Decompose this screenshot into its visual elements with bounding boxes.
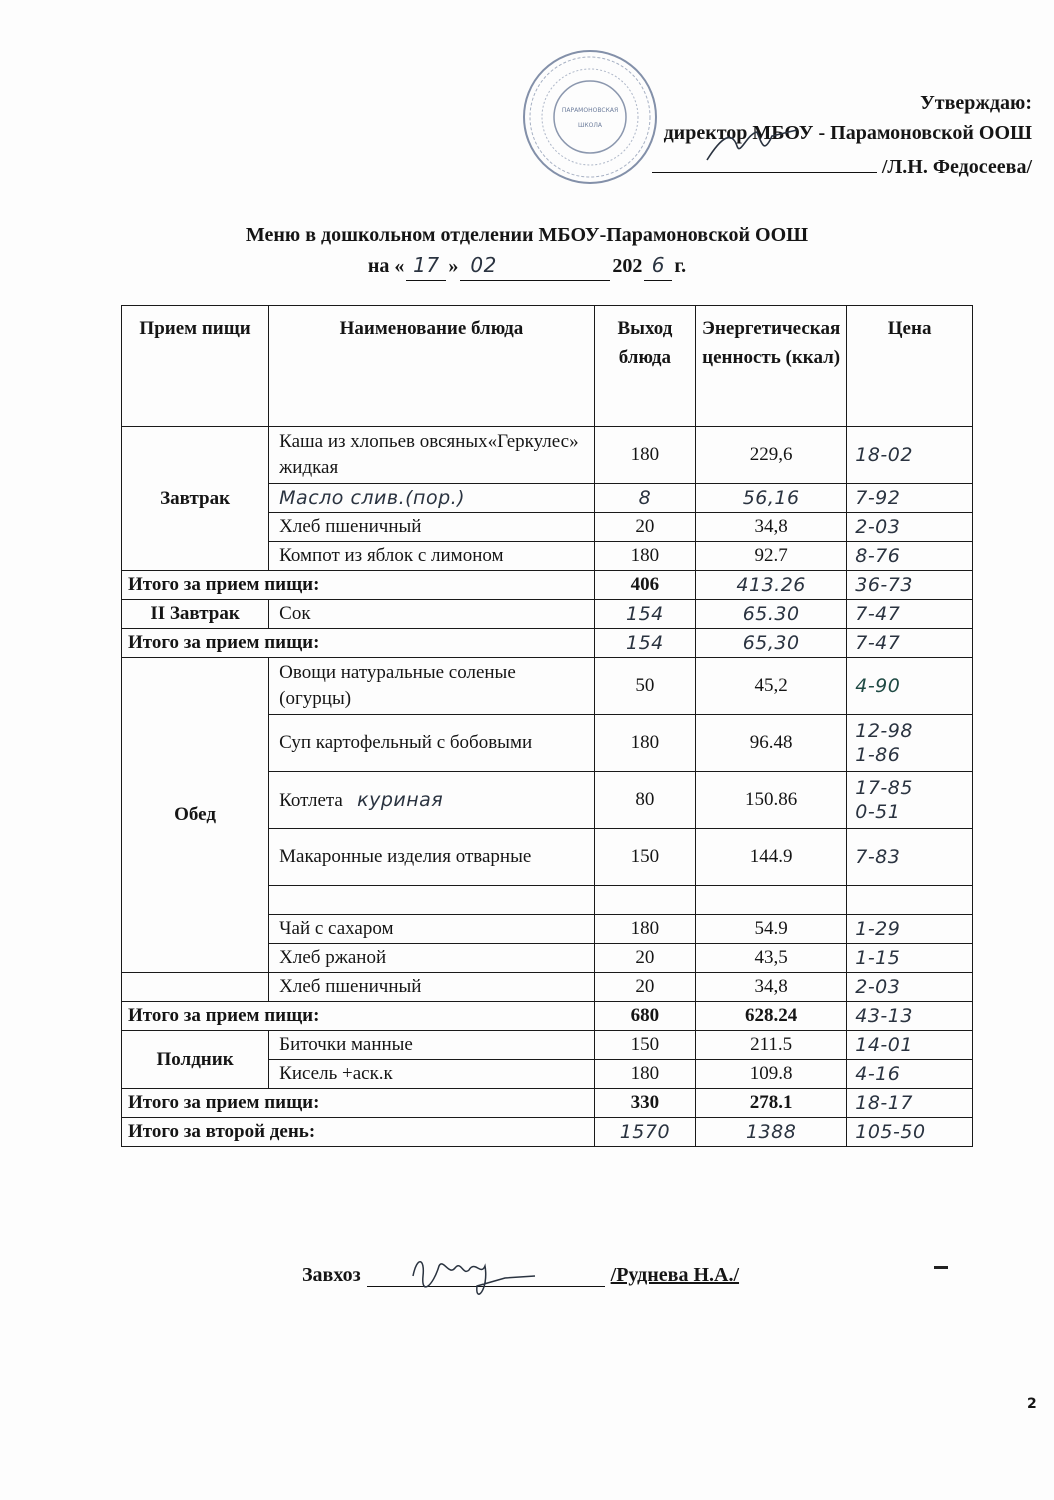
dish-price: 1-15 xyxy=(847,944,973,973)
dish-energy: 92.7 xyxy=(696,542,847,571)
dish-yield xyxy=(594,886,695,915)
dish-energy: 43,5 xyxy=(696,944,847,973)
title-line: Меню в дошкольном отделении МБОУ-Парамоновской ООШ xyxy=(245,224,809,246)
table-row xyxy=(122,658,973,715)
dish-name: Масло слив.(пор.) xyxy=(269,484,595,513)
total-yield: 154 xyxy=(594,629,695,658)
dish-energy: 54.9 xyxy=(696,915,847,944)
meal-second-breakfast: II Завтрак xyxy=(122,600,269,629)
dish-name: Биточки манные xyxy=(269,1031,595,1060)
dish-yield: 180 xyxy=(594,1060,695,1089)
dish-name: Каша из хлопьев овсяных«Геркулес» жидкая xyxy=(269,427,595,484)
dish-price: 7-83 xyxy=(847,829,973,886)
dish-yield: 180 xyxy=(594,427,695,484)
date-year-digit: 6 xyxy=(644,250,672,281)
price-line: 12-98 xyxy=(855,720,913,742)
total-price: 18-17 xyxy=(847,1089,973,1118)
dish-yield: 8 xyxy=(594,484,695,513)
dish-yield: 154 xyxy=(594,600,695,629)
approval-block xyxy=(652,88,1032,182)
table-row xyxy=(122,973,973,1002)
dish-energy: 150.86 xyxy=(696,772,847,829)
total-row xyxy=(122,1089,973,1118)
dish-yield: 80 xyxy=(594,772,695,829)
dish-name: Хлеб пшеничный xyxy=(269,973,595,1002)
dish-energy: 34,8 xyxy=(696,513,847,542)
signature-scribble-icon xyxy=(405,1246,545,1306)
dish-price: 1-29 xyxy=(847,915,973,944)
signoff-role: Завхоз xyxy=(302,1264,361,1286)
dish-price: 4-90 xyxy=(847,658,973,715)
dish-price: 4-16 xyxy=(847,1060,973,1089)
dish-energy: 56,16 xyxy=(696,484,847,513)
approval-heading: Утверждаю: xyxy=(920,92,1032,114)
total-price: 7-47 xyxy=(847,629,973,658)
dish-name: Макаронные изделия отварные xyxy=(269,829,595,886)
table-header-row xyxy=(122,306,973,427)
dish-energy: 96.48 xyxy=(696,715,847,772)
approval-name: /Л.Н. Федосеева/ xyxy=(881,156,1032,178)
dish-name: Чай с сахаром xyxy=(269,915,595,944)
dish-name: Овощи натуральные соленые (огурцы) xyxy=(269,658,595,715)
day-total-yield: 1570 xyxy=(594,1118,695,1147)
dish-name: Компот из яблок с лимоном xyxy=(269,542,595,571)
total-label: Итого за прием пищи: xyxy=(122,571,595,600)
menu-date xyxy=(368,250,686,281)
official-stamp xyxy=(520,42,660,192)
header-yield: Выход блюда xyxy=(594,306,695,427)
dish-energy: 109.8 xyxy=(696,1060,847,1089)
total-energy: 628.24 xyxy=(696,1002,847,1031)
table-row xyxy=(122,600,973,629)
svg-text:ШКОЛА: ШКОЛА xyxy=(577,122,603,129)
dish-energy: 144.9 xyxy=(696,829,847,886)
dish-yield: 150 xyxy=(594,829,695,886)
dish-price: 14-01 xyxy=(847,1031,973,1060)
dish-energy: 211.5 xyxy=(696,1031,847,1060)
date-prefix: на « xyxy=(367,255,405,277)
dish-name-printed: Котлета xyxy=(279,789,343,811)
price-line: 17-85 xyxy=(855,777,913,799)
dish-name: Суп картофельный с бобовыми xyxy=(269,715,595,772)
day-total-row xyxy=(122,1118,973,1147)
total-yield: 406 xyxy=(594,571,695,600)
total-energy: 278.1 xyxy=(696,1089,847,1118)
dish-yield: 50 xyxy=(594,658,695,715)
header-meal: Прием пищи xyxy=(122,306,269,427)
dish-energy: 34,8 xyxy=(696,973,847,1002)
dish-name: Сок xyxy=(269,600,595,629)
page-number: 2 xyxy=(1027,1396,1037,1412)
dish-name: Хлеб ржаной xyxy=(269,944,595,973)
menu-table xyxy=(121,305,973,1147)
total-energy: 65,30 xyxy=(696,629,847,658)
dish-yield: 20 xyxy=(594,944,695,973)
dish-price xyxy=(847,715,973,772)
dish-price: 7-92 xyxy=(847,484,973,513)
director-signature xyxy=(652,148,877,173)
dish-name xyxy=(269,886,595,915)
signature-scribble-icon xyxy=(702,126,802,166)
day-total-price: 105-50 xyxy=(847,1118,973,1147)
dish-price: 7-47 xyxy=(847,600,973,629)
dish-name: Кисель +аск.к xyxy=(269,1060,595,1089)
dish-yield: 180 xyxy=(594,915,695,944)
dish-price: 2-03 xyxy=(847,513,973,542)
dish-name-handwritten: куриная xyxy=(357,788,444,811)
date-suffix: г. xyxy=(674,255,687,277)
header-dish: Наименование блюда xyxy=(269,306,595,427)
date-year-prefix: 202 xyxy=(612,255,643,277)
dish-yield: 180 xyxy=(594,715,695,772)
signoff-name: /Руднева Н.А./ xyxy=(610,1264,740,1286)
approval-position: директор МБОУ - Парамоновской ООШ xyxy=(663,122,1032,144)
day-total-label: Итого за второй день: xyxy=(122,1118,595,1147)
total-energy: 413.26 xyxy=(696,571,847,600)
header-price: Цена xyxy=(847,306,973,427)
total-yield: 330 xyxy=(594,1089,695,1118)
meal-breakfast: Завтрак xyxy=(122,427,269,571)
meal-lunch: Обед xyxy=(122,658,269,973)
dish-energy: 65.30 xyxy=(696,600,847,629)
total-row xyxy=(122,1002,973,1031)
stray-mark xyxy=(934,1266,948,1269)
total-price: 43-13 xyxy=(847,1002,973,1031)
dish-yield: 180 xyxy=(594,542,695,571)
date-day: 17 xyxy=(406,250,446,281)
total-yield: 680 xyxy=(594,1002,695,1031)
price-line-extra: 1-86 xyxy=(855,744,901,766)
dish-price xyxy=(847,886,973,915)
total-row xyxy=(122,571,973,600)
date-month: 02 xyxy=(460,250,610,281)
dish-energy: 229,6 xyxy=(696,427,847,484)
price-line-extra: 0-51 xyxy=(855,801,901,823)
dish-price: 8-76 xyxy=(847,542,973,571)
svg-text:ПАРАМОНОВСКАЯ: ПАРАМОНОВСКАЯ xyxy=(561,107,619,114)
dish-energy: 45,2 xyxy=(696,658,847,715)
table-row xyxy=(122,1031,973,1060)
header-energy: Энергетическая ценность (ккал) xyxy=(696,306,847,427)
dish-price xyxy=(847,772,973,829)
total-label: Итого за прием пищи: xyxy=(122,1002,595,1031)
meal-empty xyxy=(122,973,269,1002)
signoff-block xyxy=(302,1262,739,1287)
total-label: Итого за прием пищи: xyxy=(122,1089,595,1118)
document-title xyxy=(0,220,1054,281)
dish-price: 18-02 xyxy=(847,427,973,484)
dish-energy xyxy=(696,886,847,915)
total-label: Итого за прием пищи: xyxy=(122,629,595,658)
dish-name: Хлеб пшеничный xyxy=(269,513,595,542)
date-mid: » xyxy=(448,255,459,277)
total-row xyxy=(122,629,973,658)
day-total-energy: 1388 xyxy=(696,1118,847,1147)
dish-yield: 150 xyxy=(594,1031,695,1060)
total-price: 36-73 xyxy=(847,571,973,600)
dish-name xyxy=(269,772,595,829)
table-row xyxy=(122,427,973,484)
storekeeper-signature xyxy=(367,1262,605,1287)
dish-yield: 20 xyxy=(594,513,695,542)
meal-snack: Полдник xyxy=(122,1031,269,1089)
dish-yield: 20 xyxy=(594,973,695,1002)
dish-price: 2-03 xyxy=(847,973,973,1002)
